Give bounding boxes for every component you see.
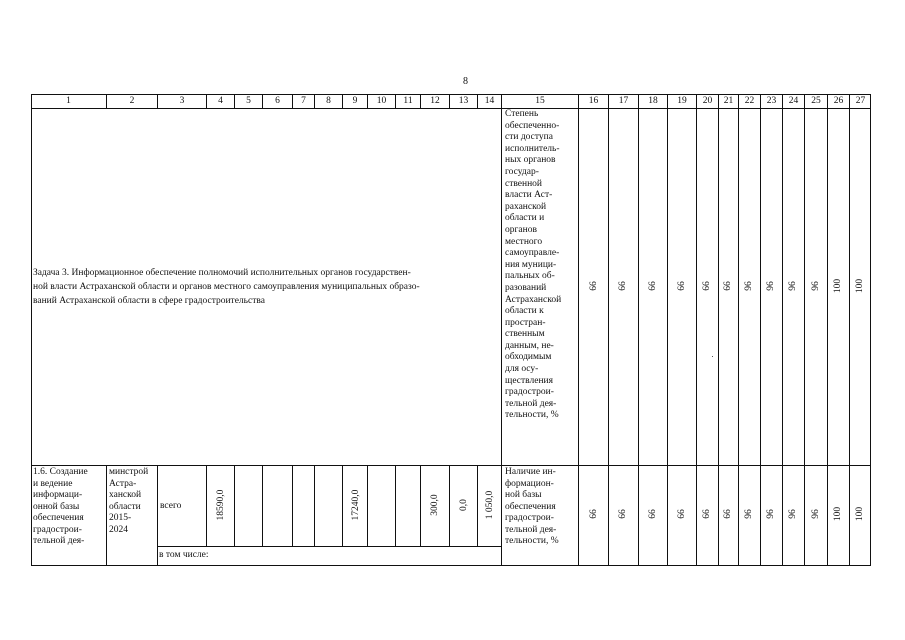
row-1-6-total-label: всего <box>160 501 182 511</box>
indicator-line: простран- <box>505 317 546 328</box>
indicator-line: сти доступа <box>505 132 553 143</box>
indicator-line: для осу- <box>505 364 539 375</box>
indicator-line: градострои- <box>505 387 554 398</box>
indicator-line: раханской <box>505 201 547 212</box>
table-grid-lines <box>31 94 871 566</box>
indicator-line: обеспечения <box>505 501 556 512</box>
header-col-13: 13 <box>458 96 469 106</box>
header-col-27: 27 <box>855 96 866 106</box>
row-1-6-col-13-value: 0,0 <box>459 499 469 511</box>
indicator-line: государ- <box>505 166 539 177</box>
header-col-17: 17 <box>618 96 629 106</box>
executor-line: области <box>109 501 141 512</box>
indicator-line: Степень <box>505 109 539 119</box>
indicator-line: обходимым <box>505 352 552 363</box>
header-col-22: 22 <box>744 96 755 106</box>
row-1-6-value-col-16: 66 <box>589 509 599 519</box>
row-1-6-col-12-value: 300,0 <box>430 494 440 516</box>
row-1-6-value-col-20: 66 <box>702 509 712 519</box>
executor-line: ханской <box>109 490 142 500</box>
indicator-line: самоуправле- <box>505 248 560 259</box>
header-col-11: 11 <box>403 96 413 106</box>
indicator-line: тельности, % <box>505 536 559 546</box>
row-1-6-value-col-23: 96 <box>766 509 776 519</box>
header-col-7: 7 <box>301 96 306 106</box>
indicator-line: Астраханской <box>505 294 562 305</box>
indicator-line: Наличие ин- <box>505 467 556 477</box>
indicator-line: власти Аст- <box>505 190 553 201</box>
task-3-title <box>33 266 501 308</box>
activity-line: градострои- <box>33 524 82 535</box>
row-1-6-value-col-25: 96 <box>811 509 821 519</box>
header-col-21: 21 <box>723 96 734 106</box>
row-1-6-value-col-24: 96 <box>788 509 798 519</box>
activity-line: обеспечения <box>33 513 84 523</box>
indicator-line: данным, не- <box>505 340 554 351</box>
task-3-value-col-16: 66 <box>589 281 599 291</box>
indicator-line: ных органов <box>505 155 556 166</box>
row-1-6-col-9-value: 17240,0 <box>351 489 361 521</box>
row-1-6-value-col-19: 66 <box>677 509 687 519</box>
task-3-line: ваний Астраханской области в сфере градостроительства <box>33 296 265 306</box>
indicator-line: тельной дея- <box>505 524 557 535</box>
task-3-value-col-18: 66 <box>648 281 658 291</box>
row-1-6-col-4-value: 18590,0 <box>216 489 226 521</box>
task-3-value-col-22: 96 <box>744 281 754 291</box>
header-col-18: 18 <box>648 96 658 106</box>
executor-line: 2024 <box>109 524 128 535</box>
indicator-line: ственной <box>505 178 543 189</box>
header-col-4: 4 <box>218 96 223 106</box>
task-3-value-col-26: 100 <box>833 278 843 294</box>
task-3-line: Задача 3. Информационное обеспечение полномочий исполнительных органов государствен- <box>33 268 411 278</box>
activity-line: и ведение <box>33 478 73 489</box>
row-1-6-value-col-21: 66 <box>723 509 733 519</box>
row-1-6-col-14-value: 1 050,0 <box>485 490 495 520</box>
header-col-3: 3 <box>179 96 185 106</box>
indicator-line: области и <box>505 213 545 224</box>
activity-line: информаци- <box>33 490 83 500</box>
row-1-6-value-col-17: 66 <box>618 509 628 519</box>
row-1-6-executor <box>109 467 156 536</box>
header-col-26: 26 <box>833 96 844 106</box>
row-1-6-activity <box>33 467 104 548</box>
indicator-line: ственным <box>505 329 545 340</box>
indicator-line: тельной дея- <box>505 398 557 409</box>
task-3-value-col-25: 96 <box>811 281 821 291</box>
header-col-23: 23 <box>766 96 777 106</box>
header-col-1: 1 <box>66 96 71 106</box>
header-col-6: 6 <box>275 96 280 106</box>
header-col-15: 15 <box>535 96 545 106</box>
indicator-line: формацион- <box>505 478 554 489</box>
indicator-line: органов <box>505 224 537 235</box>
indicator-line: тельности, % <box>505 410 559 421</box>
activity-line: онной базы <box>33 501 80 512</box>
indicator-line: градострои- <box>505 513 554 523</box>
row-1-6-value-col-22: 96 <box>744 509 754 519</box>
executor-line: минстрой <box>109 467 149 477</box>
activity-line: тельной дея- <box>33 536 85 546</box>
header-col-16: 16 <box>588 96 599 106</box>
header-col-19: 19 <box>677 96 687 106</box>
page-number: 8 <box>463 76 468 87</box>
executor-line: 2015- <box>109 513 132 523</box>
header-col-5: 5 <box>246 96 251 106</box>
task-3-value-col-17: 66 <box>618 281 628 291</box>
indicator-line: исполнитель- <box>505 143 560 154</box>
header-col-2: 2 <box>129 96 135 106</box>
executor-line: Астра- <box>109 478 137 489</box>
row-1-6-indicator <box>505 467 577 548</box>
activity-line: 1.6. Создание <box>33 467 88 477</box>
task-3-value-col-24: 96 <box>788 281 798 291</box>
indicator-line: ществления <box>505 375 553 386</box>
indicator-line: разований <box>505 282 547 293</box>
header-col-9: 9 <box>352 96 358 106</box>
row-1-6-including-label: в том числе: <box>159 550 209 560</box>
task-3-value-col-23: 96 <box>766 281 776 291</box>
row-1-6-value-col-18: 66 <box>648 509 658 519</box>
task-3-indicator <box>505 109 577 422</box>
header-col-25: 25 <box>811 96 821 106</box>
indicator-line: обеспеченно- <box>505 120 560 131</box>
header-col-14: 14 <box>484 96 495 106</box>
header-col-10: 10 <box>376 96 387 106</box>
scan-speck <box>712 356 713 357</box>
indicator-line: пальных об- <box>505 271 555 282</box>
task-3-line: ной власти Астраханской области и органов местного самоуправления муниципальных образо- <box>33 282 420 292</box>
header-col-20: 20 <box>702 96 713 106</box>
indicator-line: местного <box>505 236 543 247</box>
indicator-line: области к <box>505 306 544 317</box>
indicator-line: ной базы <box>505 490 542 500</box>
header-col-12: 12 <box>430 96 440 106</box>
task-3-value-col-21: 66 <box>723 281 733 291</box>
header-col-8: 8 <box>326 96 331 106</box>
row-1-6-value-col-27: 100 <box>855 506 865 522</box>
indicator-line: ния муници- <box>505 259 557 270</box>
task-3-value-col-20: 66 <box>702 281 712 291</box>
task-3-value-col-27: 100 <box>855 278 865 294</box>
task-3-value-col-19: 66 <box>677 281 687 291</box>
header-col-24: 24 <box>788 96 799 106</box>
program-table <box>31 94 871 566</box>
row-1-6-value-col-26: 100 <box>833 506 843 522</box>
